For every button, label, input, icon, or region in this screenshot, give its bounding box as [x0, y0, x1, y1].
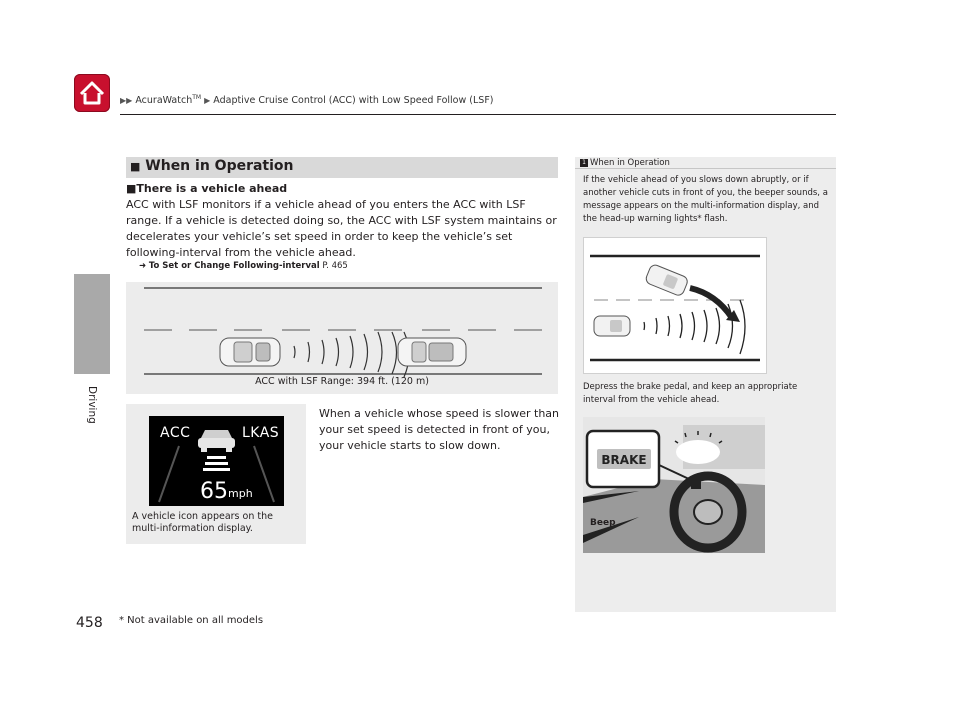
notes-divider [575, 168, 836, 169]
slowdown-paragraph: When a vehicle whose speed is slower than your set speed is detected in front of you, your vehicle starts to slow down. [319, 407, 559, 452]
cut-in-vehicle-icon [644, 263, 689, 297]
page-number: 458 [76, 615, 103, 631]
mid-caption: A vehicle icon appears on the multi-information display. [132, 511, 273, 534]
breadcrumb-arrow-icon: ▶ [204, 96, 211, 106]
subheading: ■There is a vehicle ahead [126, 182, 288, 195]
square-bullet-icon: ■ [130, 160, 141, 173]
chapter-label: Driving [86, 386, 98, 424]
cross-reference-link[interactable]: ➜ To Set or Change Following-interval P. 465 [139, 261, 348, 271]
brake-message-text: BRAKE [601, 453, 647, 467]
breadcrumb-item-acc[interactable]: Adaptive Cruise Control (ACC) with Low Speed Follow (LSF) [213, 95, 494, 107]
range-caption: ACC with LSF Range: 394 ft. (120 m) [255, 376, 429, 387]
beep-label: Beep [590, 518, 616, 528]
home-button[interactable] [74, 74, 110, 112]
mid-lkas-label: LKAS [242, 425, 280, 441]
notes-paragraph-1: If the vehicle ahead of you slows down abruptly, or if another vehicle cuts in front of you, the beeper sounds, a message appears on the multi-information display, and the head-up warning lights* flash. [583, 175, 828, 224]
section-title: ■ When in Operation [130, 158, 294, 174]
breadcrumb-item-acurawatch[interactable]: AcuraWatch [135, 95, 193, 107]
cut-in-diagram [583, 237, 767, 374]
mid-acc-label: ACC [160, 425, 191, 441]
chapter-tab[interactable] [74, 274, 110, 374]
own-vehicle-icon [594, 316, 630, 336]
trademark-mark: TM [192, 94, 202, 101]
mid-speed-value: 65 [200, 479, 228, 504]
breadcrumb-arrow-icon: ▶▶ [120, 96, 133, 106]
own-vehicle-icon [220, 338, 280, 366]
notes-paragraph-2: Depress the brake pedal, and keep an appropriate interval from the vehicle ahead. [583, 382, 798, 405]
brake-warning-figure [583, 417, 765, 553]
radar-waves-icon [294, 332, 409, 377]
mid-speed-unit: mph [228, 487, 253, 500]
radar-waves-icon [644, 300, 745, 354]
note-marker-icon: 1 [580, 159, 588, 167]
footnote: * Not available on all models [119, 615, 264, 626]
header-divider [120, 114, 836, 115]
square-bullet-icon: ■ [126, 182, 137, 195]
breadcrumb [120, 94, 494, 106]
notes-title: 1 When in Operation [580, 158, 670, 168]
vehicle-ahead-icon [398, 338, 466, 366]
body-paragraph: ACC with LSF monitors if a vehicle ahead of you enters the ACC with LSF range. If a vehicle is detected doing so, the ACC with LSF system maintains or decelerates your vehicle’s set speed in order to keep the vehicle’s set following-interval from the vehicle ahead. [126, 198, 557, 259]
reference-arrow-icon: ➜ [139, 261, 147, 271]
home-icon [74, 74, 110, 112]
